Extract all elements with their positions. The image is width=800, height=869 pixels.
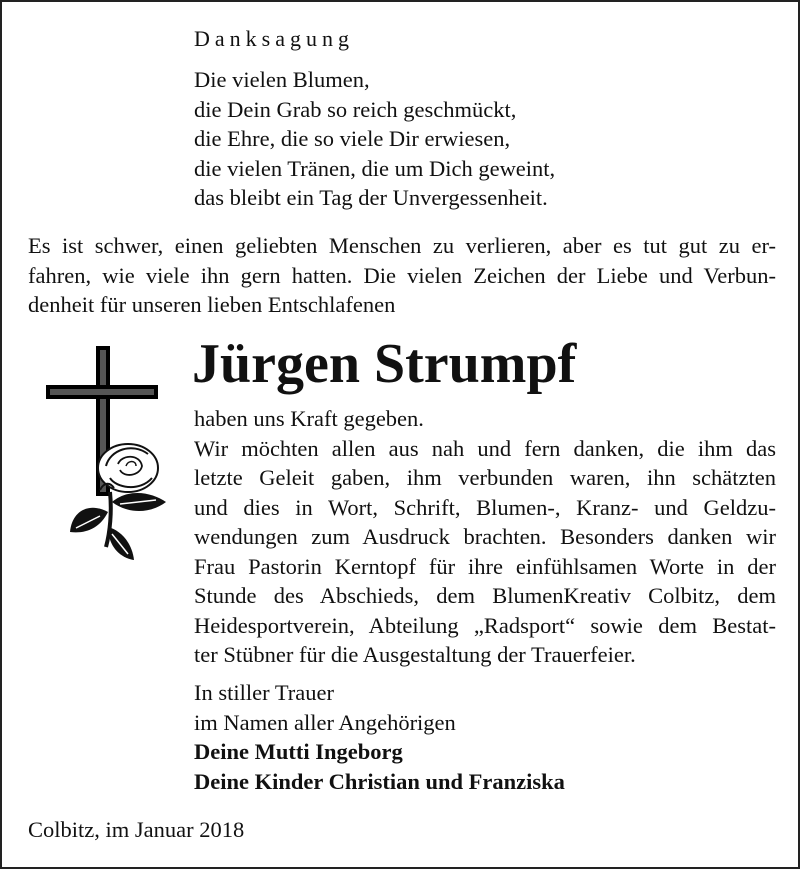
intro-line: fahren, wie viele ihn gern hatten. Die vielen Zeichen der Liebe und Verbun- — [28, 262, 776, 288]
deceased-name: Jürgen Strumpf — [192, 333, 577, 395]
body-line: wendungen zum Ausdruck brachten. Besonders danken wir — [194, 524, 776, 549]
body-line: letzte Geleit gaben, ihm verbunden waren, ihn schätzten — [194, 465, 776, 490]
poem-line: die Dein Grab so reich geschmückt, — [194, 96, 517, 122]
body-line: Stunde des Abschieds, dem BlumenKreativ Colbitz, dem — [194, 583, 776, 608]
body-line: Frau Pastorin Kerntopf für ihre einfühlsamen Worte in der — [194, 553, 776, 579]
poem-line: das bleibt ein Tag der Unvergessenheit. — [194, 185, 548, 210]
poem-line: Die vielen Blumen, — [194, 67, 370, 92]
closing-line: im Namen aller Angehörigen — [194, 709, 456, 735]
signatory: Deine Mutti Ingeborg — [194, 739, 403, 764]
closing-line: In stiller Trauer — [194, 680, 334, 705]
body-line: und dies in Wort, Schrift, Blumen-, Kranz- und Geldzu- — [194, 494, 776, 520]
body-line: Wir möchten allen aus nah und fern danken, die ihm das — [194, 435, 776, 461]
memorial-poem — [194, 65, 555, 213]
signatory: Deine Kinder Christian und Franziska — [194, 768, 565, 794]
closing-block — [194, 678, 565, 796]
cross-with-rose-icon — [40, 342, 170, 567]
notice-heading: Danksagung — [194, 26, 354, 51]
place-date: Colbitz, im Januar 2018 — [28, 817, 245, 842]
poem-line: die vielen Tränen, die um Dich geweint, — [194, 155, 556, 181]
body-line: haben uns Kraft gegeben. — [194, 406, 424, 431]
intro-line: denheit für unseren lieben Entschlafenen — [28, 292, 396, 317]
intro-paragraph — [28, 231, 776, 320]
thanks-paragraph — [194, 404, 776, 670]
body-line: ter Stübner für die Ausgestaltung der Trauerfeier. — [194, 642, 636, 667]
intro-line: Es ist schwer, einen geliebten Menschen zu verlieren, aber es tut gut zu er- — [28, 233, 776, 258]
rose-icon — [70, 444, 166, 560]
poem-line: die Ehre, die so viele Dir erwiesen, — [194, 126, 511, 151]
body-line: Heidesportverein, Abteilung „Radsport“ sowie dem Bestat- — [194, 612, 776, 638]
